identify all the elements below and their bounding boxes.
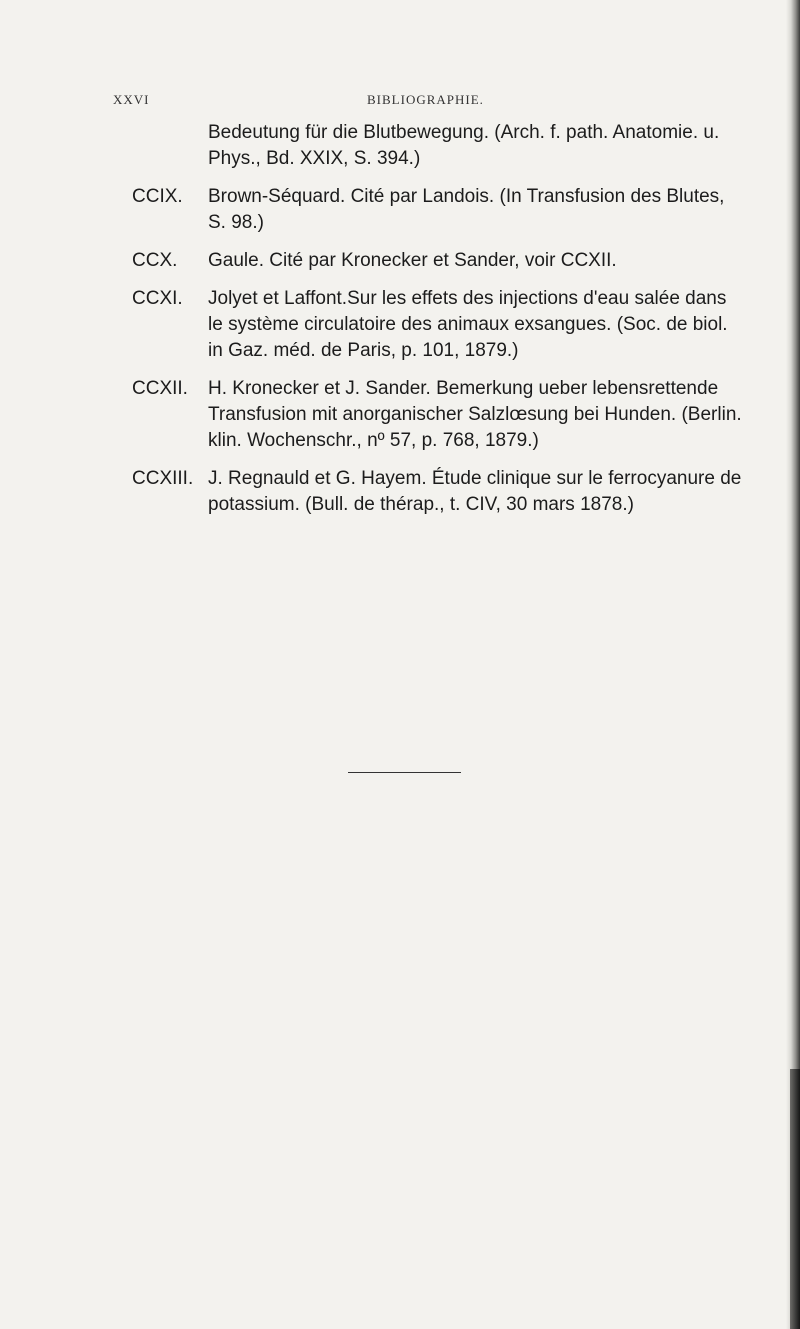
bibliography-list xyxy=(132,120,744,530)
bibliography-entry xyxy=(132,376,744,454)
page-header xyxy=(113,92,753,112)
continued-entry: Bedeutung für die Blutbewegung. (Arch. f. path. Anatomie. u. Phys., Bd. XXIX, S. 394.) xyxy=(208,122,720,169)
entry-number: CCXI. xyxy=(132,288,183,309)
bibliography-entry xyxy=(132,184,744,236)
entry-text: J. Regnauld et G. Hayem. Étude clinique sur le ferrocyanure de potassium. (Bull. de thérap., t. CIV, 30 mars 1878.) xyxy=(208,468,742,515)
entry-text: H. Kronecker et J. Sander. Bemerkung ueber lebensrettende Transfusion mit anorganischer Salzlœsung bei Hunden. (Berlin. klin. Wochenschr., nº 57, p. 768, 1879.) xyxy=(208,378,742,451)
entry-number: CCIX. xyxy=(132,186,183,207)
entry-number: CCX. xyxy=(132,250,178,271)
entry-text: Gaule. Cité par Kronecker et Sander, voir CCXII. xyxy=(208,250,617,271)
entry-text: Jolyet et Laffont.Sur les effets des injections d'eau salée dans le système circulatoire des animaux exsangues. (Soc. de biol. in Gaz. méd. de Paris, p. 101, 1879.) xyxy=(208,288,728,361)
running-head: BIBLIOGRAPHIE. xyxy=(367,92,484,107)
bibliography-entry xyxy=(132,466,744,518)
page-number: XXVI xyxy=(113,92,150,107)
bibliography-entry xyxy=(132,286,744,364)
entry-number: CCXII. xyxy=(132,378,188,399)
bibliography-entry xyxy=(132,248,744,274)
page-edge-shadow-bottom xyxy=(790,1069,800,1329)
section-end-rule xyxy=(348,772,461,773)
entry-text: Brown-Séquard. Cité par Landois. (In Transfusion des Blutes, S. 98.) xyxy=(208,186,725,233)
entry-number: CCXIII. xyxy=(132,468,194,489)
